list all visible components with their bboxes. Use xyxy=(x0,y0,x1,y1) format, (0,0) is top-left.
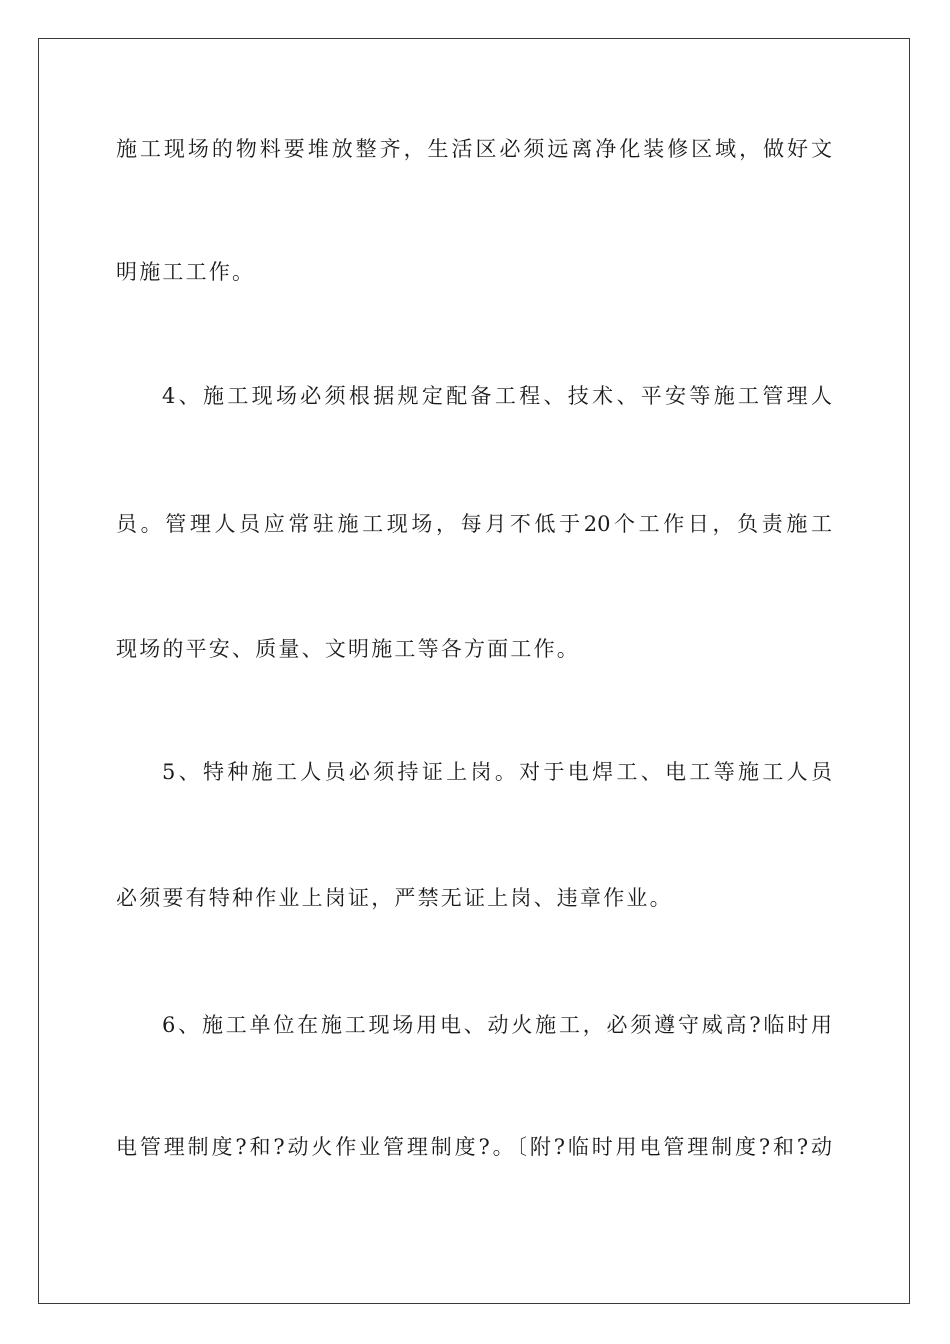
body-text-line-3: 4、施工现场必须根据规定配备工程、技术、平安等施工管理人 xyxy=(162,384,832,408)
body-text-line-9: 电管理制度?和?动火作业管理制度?。〔附?临时用电管理制度?和?动 xyxy=(116,1135,832,1159)
page-border xyxy=(38,38,910,1304)
body-text-line-6: 5、特种施工人员必须持证上岗。对于电焊工、电工等施工人员 xyxy=(162,760,832,784)
body-text-line-8: 6、施工单位在施工现场用电、动火施工，必须遵守威高?临时用 xyxy=(162,1013,832,1037)
body-text-line-1: 施工现场的物料要堆放整齐，生活区必须远离净化装修区域，做好文 xyxy=(116,137,832,161)
body-text-line-5: 现场的平安、质量、文明施工等各方面工作。 xyxy=(116,637,580,661)
body-text-line-2: 明施工工作。 xyxy=(116,260,256,284)
body-text-line-4: 员。管理人员应常驻施工现场，每月不低于20个工作日，负责施工 xyxy=(116,512,832,536)
body-text-line-7: 必须要有特种作业上岗证，严禁无证上岗、违章作业。 xyxy=(116,886,673,910)
